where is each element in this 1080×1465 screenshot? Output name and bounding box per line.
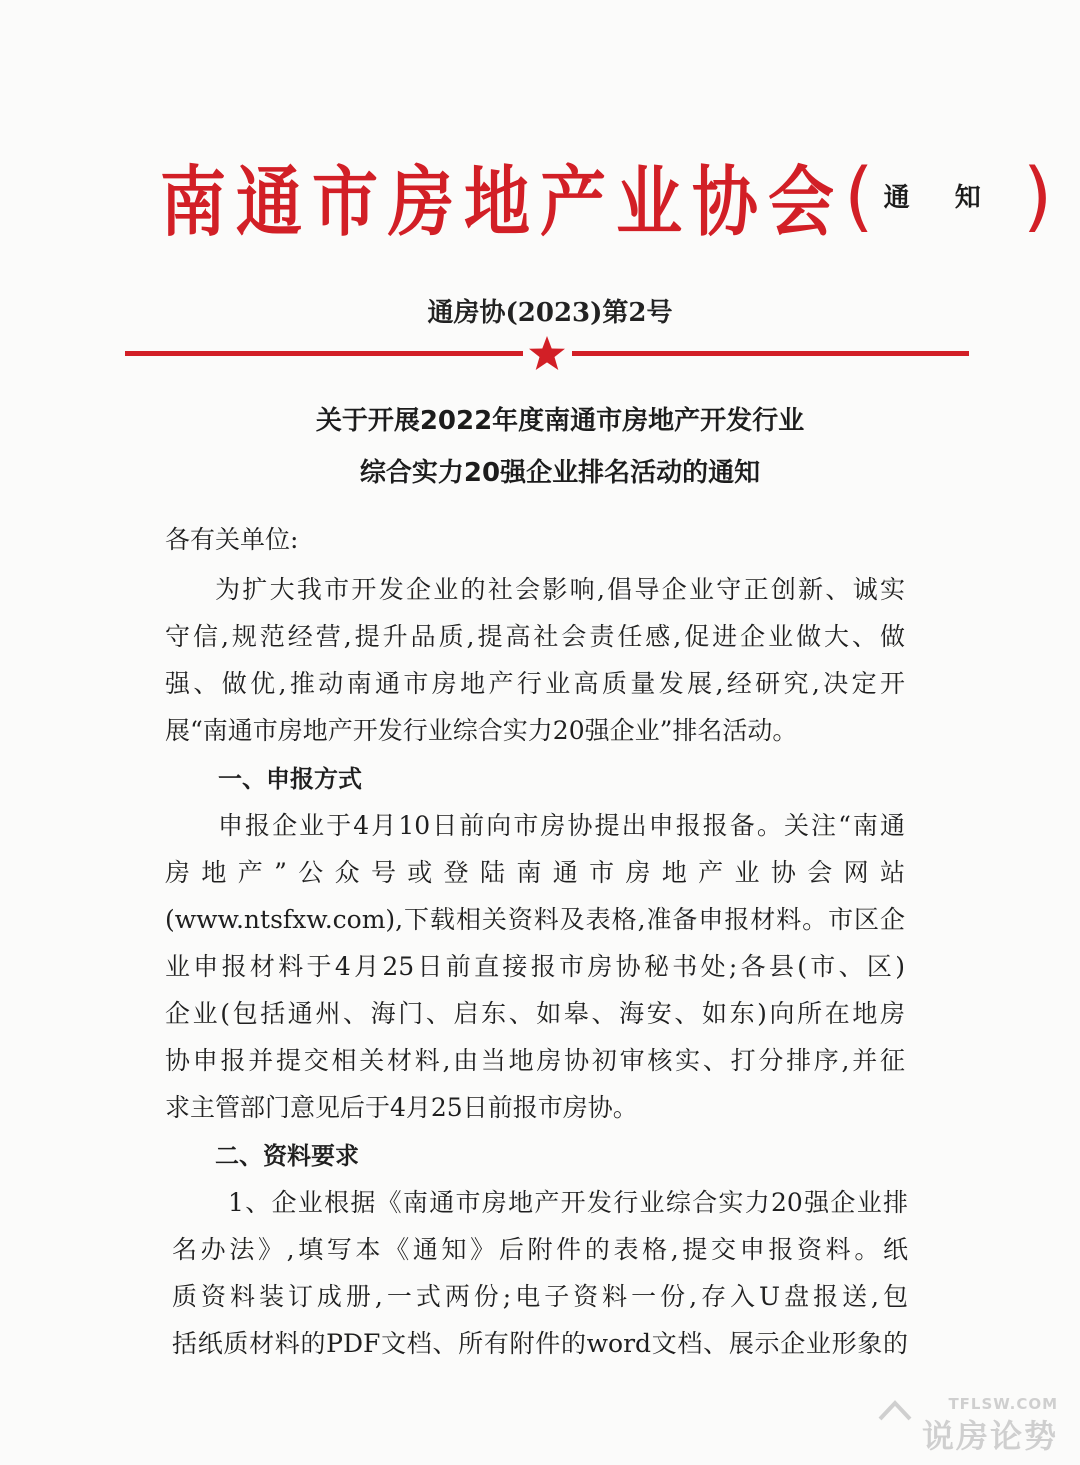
section-1-line: 申报企业于4月10日前向市房协提出申报报备。关注“南通	[218, 811, 905, 840]
document-title-line-2: 综合实力20强企业排名活动的通知	[359, 458, 761, 488]
section-2-line: 质资料装订成册,一式两份;电子资料一份,存入U盘报送,包	[172, 1282, 908, 1311]
section-2-line: 括纸质材料的PDF文档、所有附件的word文档、展示企业形象的	[172, 1329, 908, 1358]
section-2-line: 1、企业根据《南通市房地产开发行业综合实力20强企业排	[228, 1188, 908, 1217]
section-1-line: 协申报并提交相关材料,由当地房协初审核实、打分排序,并征	[165, 1046, 905, 1075]
section-1-line: 企业(包括通州、海门、启东、如皋、海安、如东)向所在地房	[165, 999, 905, 1028]
red-rule-left	[125, 351, 523, 356]
section-1-line: (www.ntsfxw.com),下载相关资料及表格,准备申报材料。市区企	[165, 905, 905, 934]
salutation: 各有关单位:	[165, 525, 299, 554]
letterhead-org-name: 南通市房地产业协会	[160, 157, 844, 247]
intro-line: 守信,规范经营,提升品质,提高社会责任感,促进企业做大、做	[165, 622, 905, 651]
section-2-heading: 二、资料要求	[215, 1142, 359, 1170]
section-1-heading: 一、申报方式	[218, 765, 362, 793]
watermark	[878, 1395, 1058, 1455]
intro-line: 强、做优,推动南通市房地产行业高质量发展,经研究,决定开	[165, 669, 905, 698]
intro-line: 展“南通市房地产开发行业综合实力20强企业”排名活动。	[165, 716, 798, 745]
document-title-line-1: 关于开展2022年度南通市房地产开发行业	[315, 406, 805, 436]
red-rule-right	[572, 351, 969, 356]
intro-line: 为扩大我市开发企业的社会影响,倡导企业守正创新、诚实	[215, 575, 905, 604]
section-1-line: 求主管部门意见后于4月25日前报市房协。	[165, 1093, 638, 1122]
star-icon	[527, 334, 567, 374]
section-2-line: 名办法》,填写本《通知》后附件的表格,提交申报资料。纸	[172, 1235, 908, 1264]
watermark-site: TFLSW.COM	[948, 1395, 1058, 1413]
letterhead-doc-type: 通 知	[883, 182, 999, 213]
house-roof-icon	[878, 1399, 912, 1423]
letterhead-close-paren: )	[1022, 150, 1053, 240]
watermark-name: 说房论势	[921, 1417, 1058, 1455]
letterhead-open-paren: (	[844, 150, 874, 240]
document-number: 通房协(2023)第2号	[427, 298, 673, 328]
section-1-line: 业申报材料于4月25日前直接报市房协秘书处;各县(市、区)	[165, 952, 905, 981]
letterhead	[160, 140, 1053, 250]
section-1-line: 房地产”公众号或登陆南通市房地产业协会网站	[165, 858, 905, 887]
